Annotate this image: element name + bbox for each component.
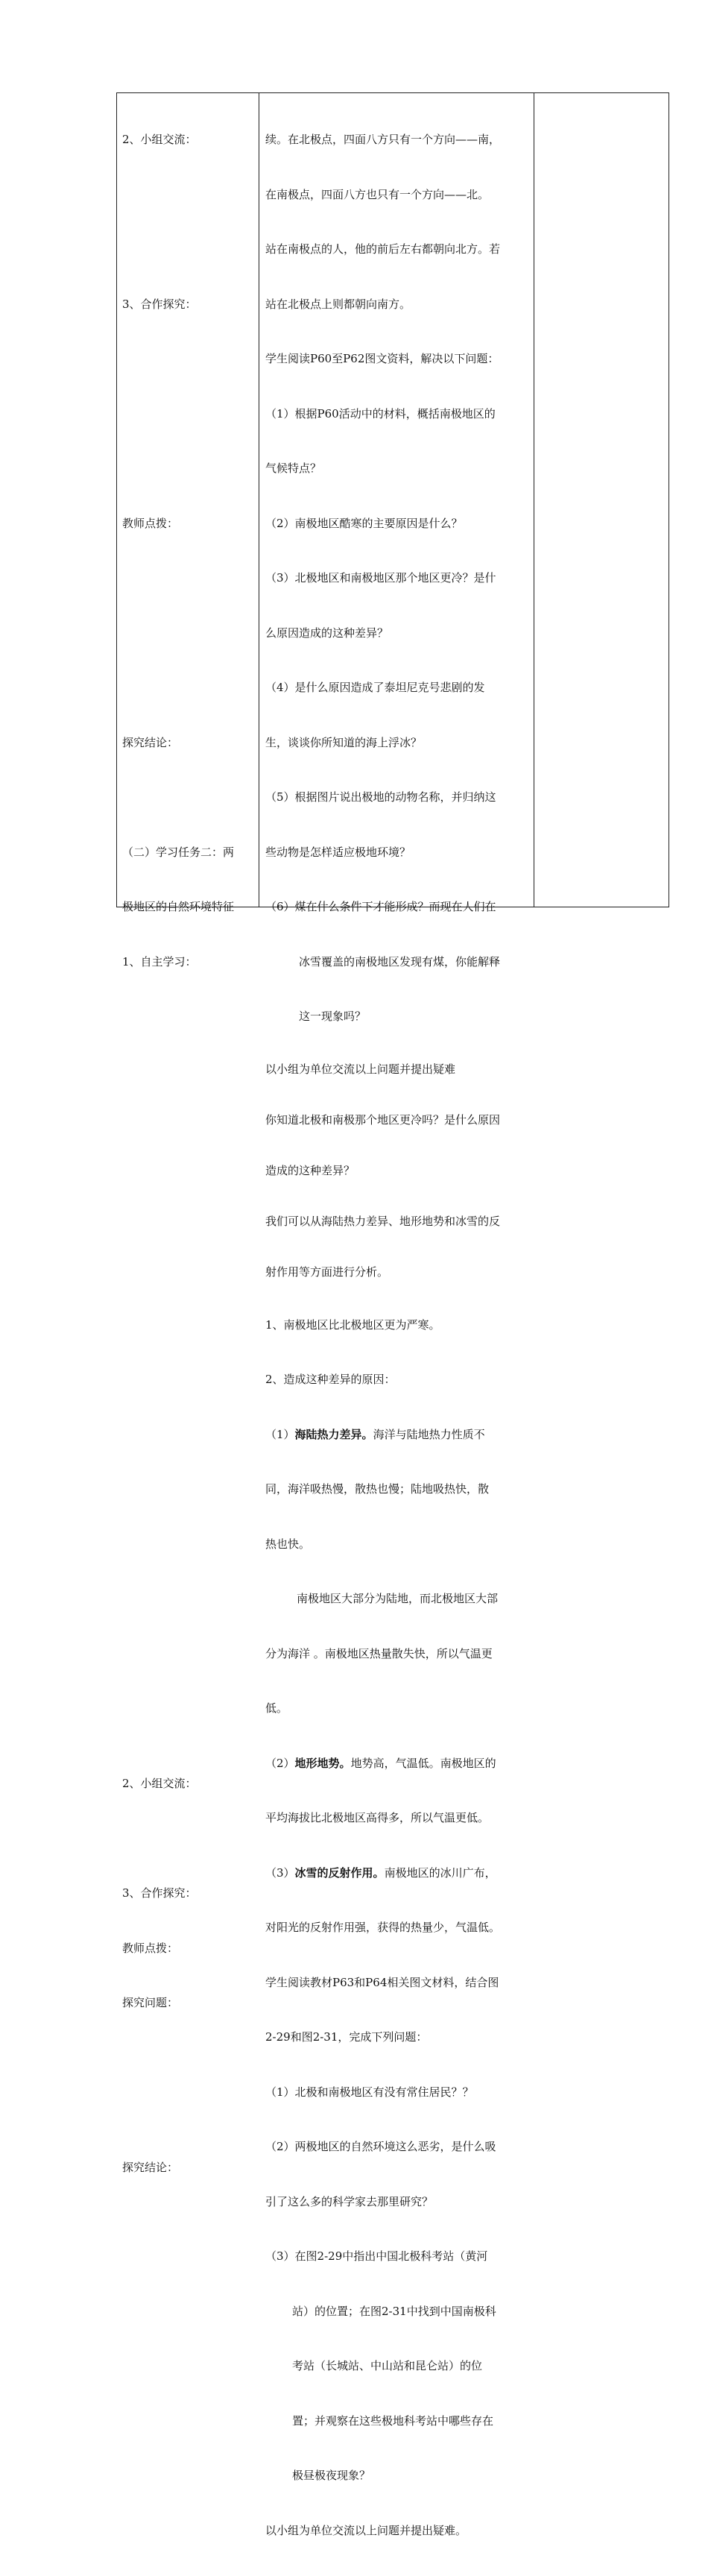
- text-line: 极昼极夜现象？: [292, 2469, 371, 2482]
- text-line: 对阳光的反射作用强，获得的热量少，气温低。: [265, 1921, 501, 1934]
- text-line: （1）北极和南极地区有没有常住居民？？: [265, 2085, 474, 2099]
- text-line: （6）煤在什么条件下才能形成？而现在人们在: [265, 900, 496, 913]
- text-line: 续。在北极点，四面八方只有一个方向——南，: [265, 133, 501, 146]
- text-line: 站在南极点的人，他的前后左右都朝向北方。若: [265, 242, 501, 256]
- text-line: 2-29和图2-31，完成下列问题：: [265, 2030, 428, 2044]
- bold-term: 海陆热力差异。: [294, 1427, 373, 1441]
- bold-term: 地形地势。: [294, 1756, 351, 1770]
- item-number: （1）: [265, 1427, 295, 1441]
- left-label: 3、合作探究：: [122, 1886, 197, 1900]
- left-label: 探究结论：: [122, 2160, 179, 2174]
- text-line: （3）在图2-29中指出中国北极科考站（黄河: [265, 2249, 488, 2263]
- text-line: 学生阅读教材P63和P64相关图文材料，结合图: [265, 1975, 499, 1989]
- text-line: 我们可以从海陆热力差异、地形地势和冰雪的反: [265, 1214, 501, 1228]
- text-line: 低。: [265, 1701, 288, 1715]
- text-line: 射作用等方面进行分析。: [265, 1265, 389, 1279]
- item-text: 海洋与陆地热力性质不: [373, 1427, 485, 1441]
- text-line: 分为海洋 。南极地区热量散失快，所以气温更: [265, 1646, 493, 1660]
- text-line: 站）的位置；在图2-31中找到中国南极科: [292, 2304, 496, 2318]
- left-label: 1、自主学习：: [122, 954, 197, 969]
- left-column: [122, 94, 256, 2213]
- text-line: 平均海拔比北极地区高得多，所以气温更低。: [265, 1811, 490, 1824]
- section-heading: （二）学习任务二：两: [122, 845, 235, 859]
- text-line: 热也快。: [265, 1537, 311, 1551]
- text-line: 学生阅读P60至P62图文资料，解决以下问题：: [265, 352, 499, 365]
- section-heading: 极地区的自然环境特征: [122, 900, 235, 913]
- left-label: 探究结论：: [122, 735, 179, 749]
- text-line: 生，谈谈你所知道的海上浮冰？: [265, 735, 423, 749]
- text-line: （4）是什么原因造成了泰坦尼克号悲剧的发: [265, 681, 485, 694]
- text-line: 以小组为单位交流以上问题并提出疑难: [265, 1062, 456, 1076]
- left-label: 教师点拨：: [122, 516, 179, 530]
- text-line: 些动物是怎样适应极地环境？: [265, 845, 411, 859]
- text-line: 以小组为单位交流以上问题并提出疑难。: [265, 2523, 467, 2537]
- text-line: 这一现象吗？: [299, 1010, 367, 1023]
- left-label: 3、合作探究：: [122, 297, 197, 311]
- text-line: 1、南极地区比北极地区更为严寒。: [265, 1317, 440, 1332]
- text-line: [265, 1864, 528, 1883]
- text-line: 站在北极点上则都朝向南方。: [265, 297, 411, 311]
- text-line: 置；并观察在这些极地科考站中哪些存在: [292, 2413, 494, 2428]
- text-line: [265, 1426, 528, 1444]
- text-line: 气候特点？: [265, 462, 322, 475]
- text-line: [265, 1754, 528, 1773]
- text-line: 考站（长城站、中山站和昆仑站）的位: [292, 2359, 483, 2372]
- text-line: 引了这么多的科学家去那里研究？: [265, 2194, 434, 2208]
- left-label: 探究问题：: [122, 1996, 179, 2009]
- item-number: （2）: [265, 1756, 295, 1770]
- text-line: 造成的这种差异？: [265, 1163, 355, 1177]
- text-line: 在南极点，四面八方也只有一个方向——北。: [265, 187, 490, 201]
- left-label: 2、小组交流：: [122, 1777, 197, 1790]
- text-line: 同，海洋吸热慢，散热也慢；陆地吸热快，散: [265, 1482, 490, 1496]
- text-line: （2）两极地区的自然环境这么恶劣，是什么吸: [265, 2140, 496, 2153]
- text-line: 冰雪覆盖的南极地区发现有煤，你能解释: [299, 954, 501, 969]
- left-label: 教师点拨：: [122, 1941, 179, 1955]
- text-line: 你知道北极和南极那个地区更冷吗？是什么原因: [265, 1112, 501, 1127]
- item-text: 南极地区的冰川广布，: [384, 1865, 496, 1880]
- text-line: 么原因造成的这种差异？: [265, 626, 389, 640]
- middle-column: [265, 94, 528, 2576]
- text-line: （2）南极地区酷寒的主要原因是什么？: [265, 516, 463, 530]
- text-line: （5）根据图片说出极地的动物名称，并归纳这: [265, 790, 496, 804]
- bold-term: 冰雪的反射作用。: [294, 1865, 385, 1880]
- item-number: （3）: [265, 1865, 295, 1880]
- text-line: 南极地区大部分为陆地，而北极地区大部: [297, 1592, 499, 1605]
- left-label: 2、小组交流：: [122, 133, 197, 146]
- text-line: 2、造成这种差异的原因：: [265, 1373, 396, 1386]
- item-text: 地势高，气温低。南极地区的: [350, 1756, 496, 1770]
- text-line: （1）根据P60活动中的材料，概括南极地区的: [265, 406, 496, 421]
- text-line: （3）北极地区和南极地区那个地区更冷？是什: [265, 571, 496, 585]
